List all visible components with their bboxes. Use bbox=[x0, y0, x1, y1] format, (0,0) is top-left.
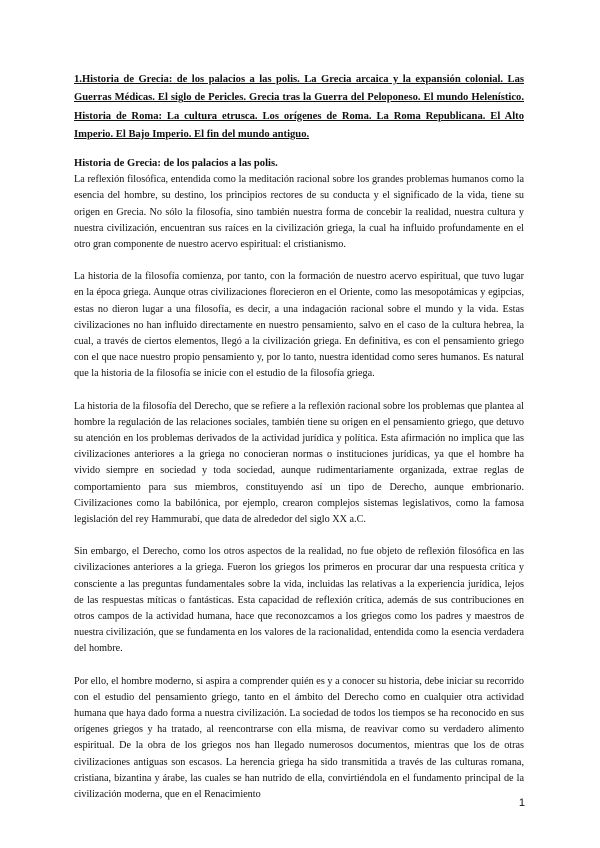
section-subtitle: Historia de Grecia: de los palacios a las polis. bbox=[74, 158, 278, 170]
document-heading: 1.Historia de Grecia: de los palacios a las polis. La Grecia arcaica y la expansión colonial. Las Guerras Médicas. El siglo de Pericles. Grecia tras la Guerra del Peloponeso. El mundo Helenístico. Historia de Roma: La cultura etrusca. Los orígenes de Roma. La Roma Republicana. El Alto Imperio. El Bajo Imperio. El fin del mundo antiguo. bbox=[74, 74, 524, 140]
paragraph-3: La historia de la filosofía del Derecho, que se refiere a la reflexión racional sobre los problemas que plantea al hombre la regulación de las relaciones sociales, también tiene su origen en el pensamiento griego, que detuvo su atención en los problemas derivados de la actividad jurídica y política. Esta afirmación no implica que las civilizaciones anteriores a la griega no conocieran normas o instituciones jurídicas, ya que el hombre ha vivido siempre en sociedad y toda sociedad, aunque rudimentariamente organizada, extrae reglas de comportamiento para sus miembros, constituyendo así un tipo de Derecho, aunque embrionario. Civilizaciones como la babilónica, por ejemplo, crearon complejos sistemas legislativos, como la famosa legislación del rey Hammurabí, que data de alrededor del siglo XX a.C. bbox=[74, 400, 524, 526]
paragraph-2: La historia de la filosofía comienza, por tanto, con la formación de nuestro acervo espiritual, que tuvo lugar en la época griega. Aunque otras civilizaciones florecieron en el Oriente, como las mesopotámicas y egipcias, estas no dieron lugar a una filosofía, es decir, a una indagación racional sobre el mundo y la vida. Estas civilizaciones no han influido directamente en nuestro pensamiento, salvo en el caso de la cultura hebrea, la cual, a través de ciertos elementos, llegó a la civilización griega. En definitiva, es con el pensamiento griego con el que nace nuestro propio pensamiento y, por lo tanto, nuestra identidad como seres humanos. Es natural que la historia de la filosofía se inicie con el estudio de la filosofía griega. bbox=[74, 271, 524, 380]
paragraph-1: La reflexión filosófica, entendida como la meditación racional sobre los grandes problemas humanos como la esencia del hombre, su destino, los principios rectores de su conducta y el significado de la vida, tiene su origen en Grecia. No sólo la filosofía, sino también nuestra forma de concebir la realidad, nuestra cultura y nuestra civilización, encuentran sus raíces en la civilización griega, la cual ha influido profundamente en el otro gran componente de nuestro acervo espiritual: el cristianismo. bbox=[74, 174, 524, 250]
paragraph-4: Sin embargo, el Derecho, como los otros aspectos de la realidad, no fue objeto de reflexión filosófica en las civilizaciones anteriores a la griega. Fueron los griegos los primeros en procurar dar una respuesta crítica y consciente a las preguntas fundamentales sobre la vida, incluidas las relativas a la experiencia jurídica, lejos de las respuestas míticas o fantásticas. Esta capacidad de reflexión crítica, además de sus contribuciones en otros campos de la actividad humana, hace que reconozcamos a los griegos como los padres y maestros de nuestra civilización, que se fundamenta en los valores de la racionalidad, entendida como la esencia verdadera del hombre. bbox=[74, 546, 524, 655]
page-number: 1 bbox=[518, 797, 525, 809]
paragraph-5: Por ello, el hombre moderno, si aspira a comprender quién es y a conocer su historia, debe iniciar su recorrido con el estudio del pensamiento griego, tanto en el ámbito del Derecho como en cualquier otra actividad humana que haya dado forma a nuestra civilización. La sociedad de todos los tiempos se ha reconocido en sus orígenes griegos y ha tratado, al reencontrarse con ella misma, de reavivar como su verdadero alimento espiritual. De la obra de los griegos nos han llegado numerosos documentos, mientras que los de otras civilizaciones antiguas son escasos. La herencia griega ha sido transmitida a través de las culturas romana, cristiana, bizantina y árabe, las cuales se han nutrido de ella, convirtiéndola en el fundamento principal de la civilización moderna, que en el Renacimiento bbox=[74, 675, 524, 801]
